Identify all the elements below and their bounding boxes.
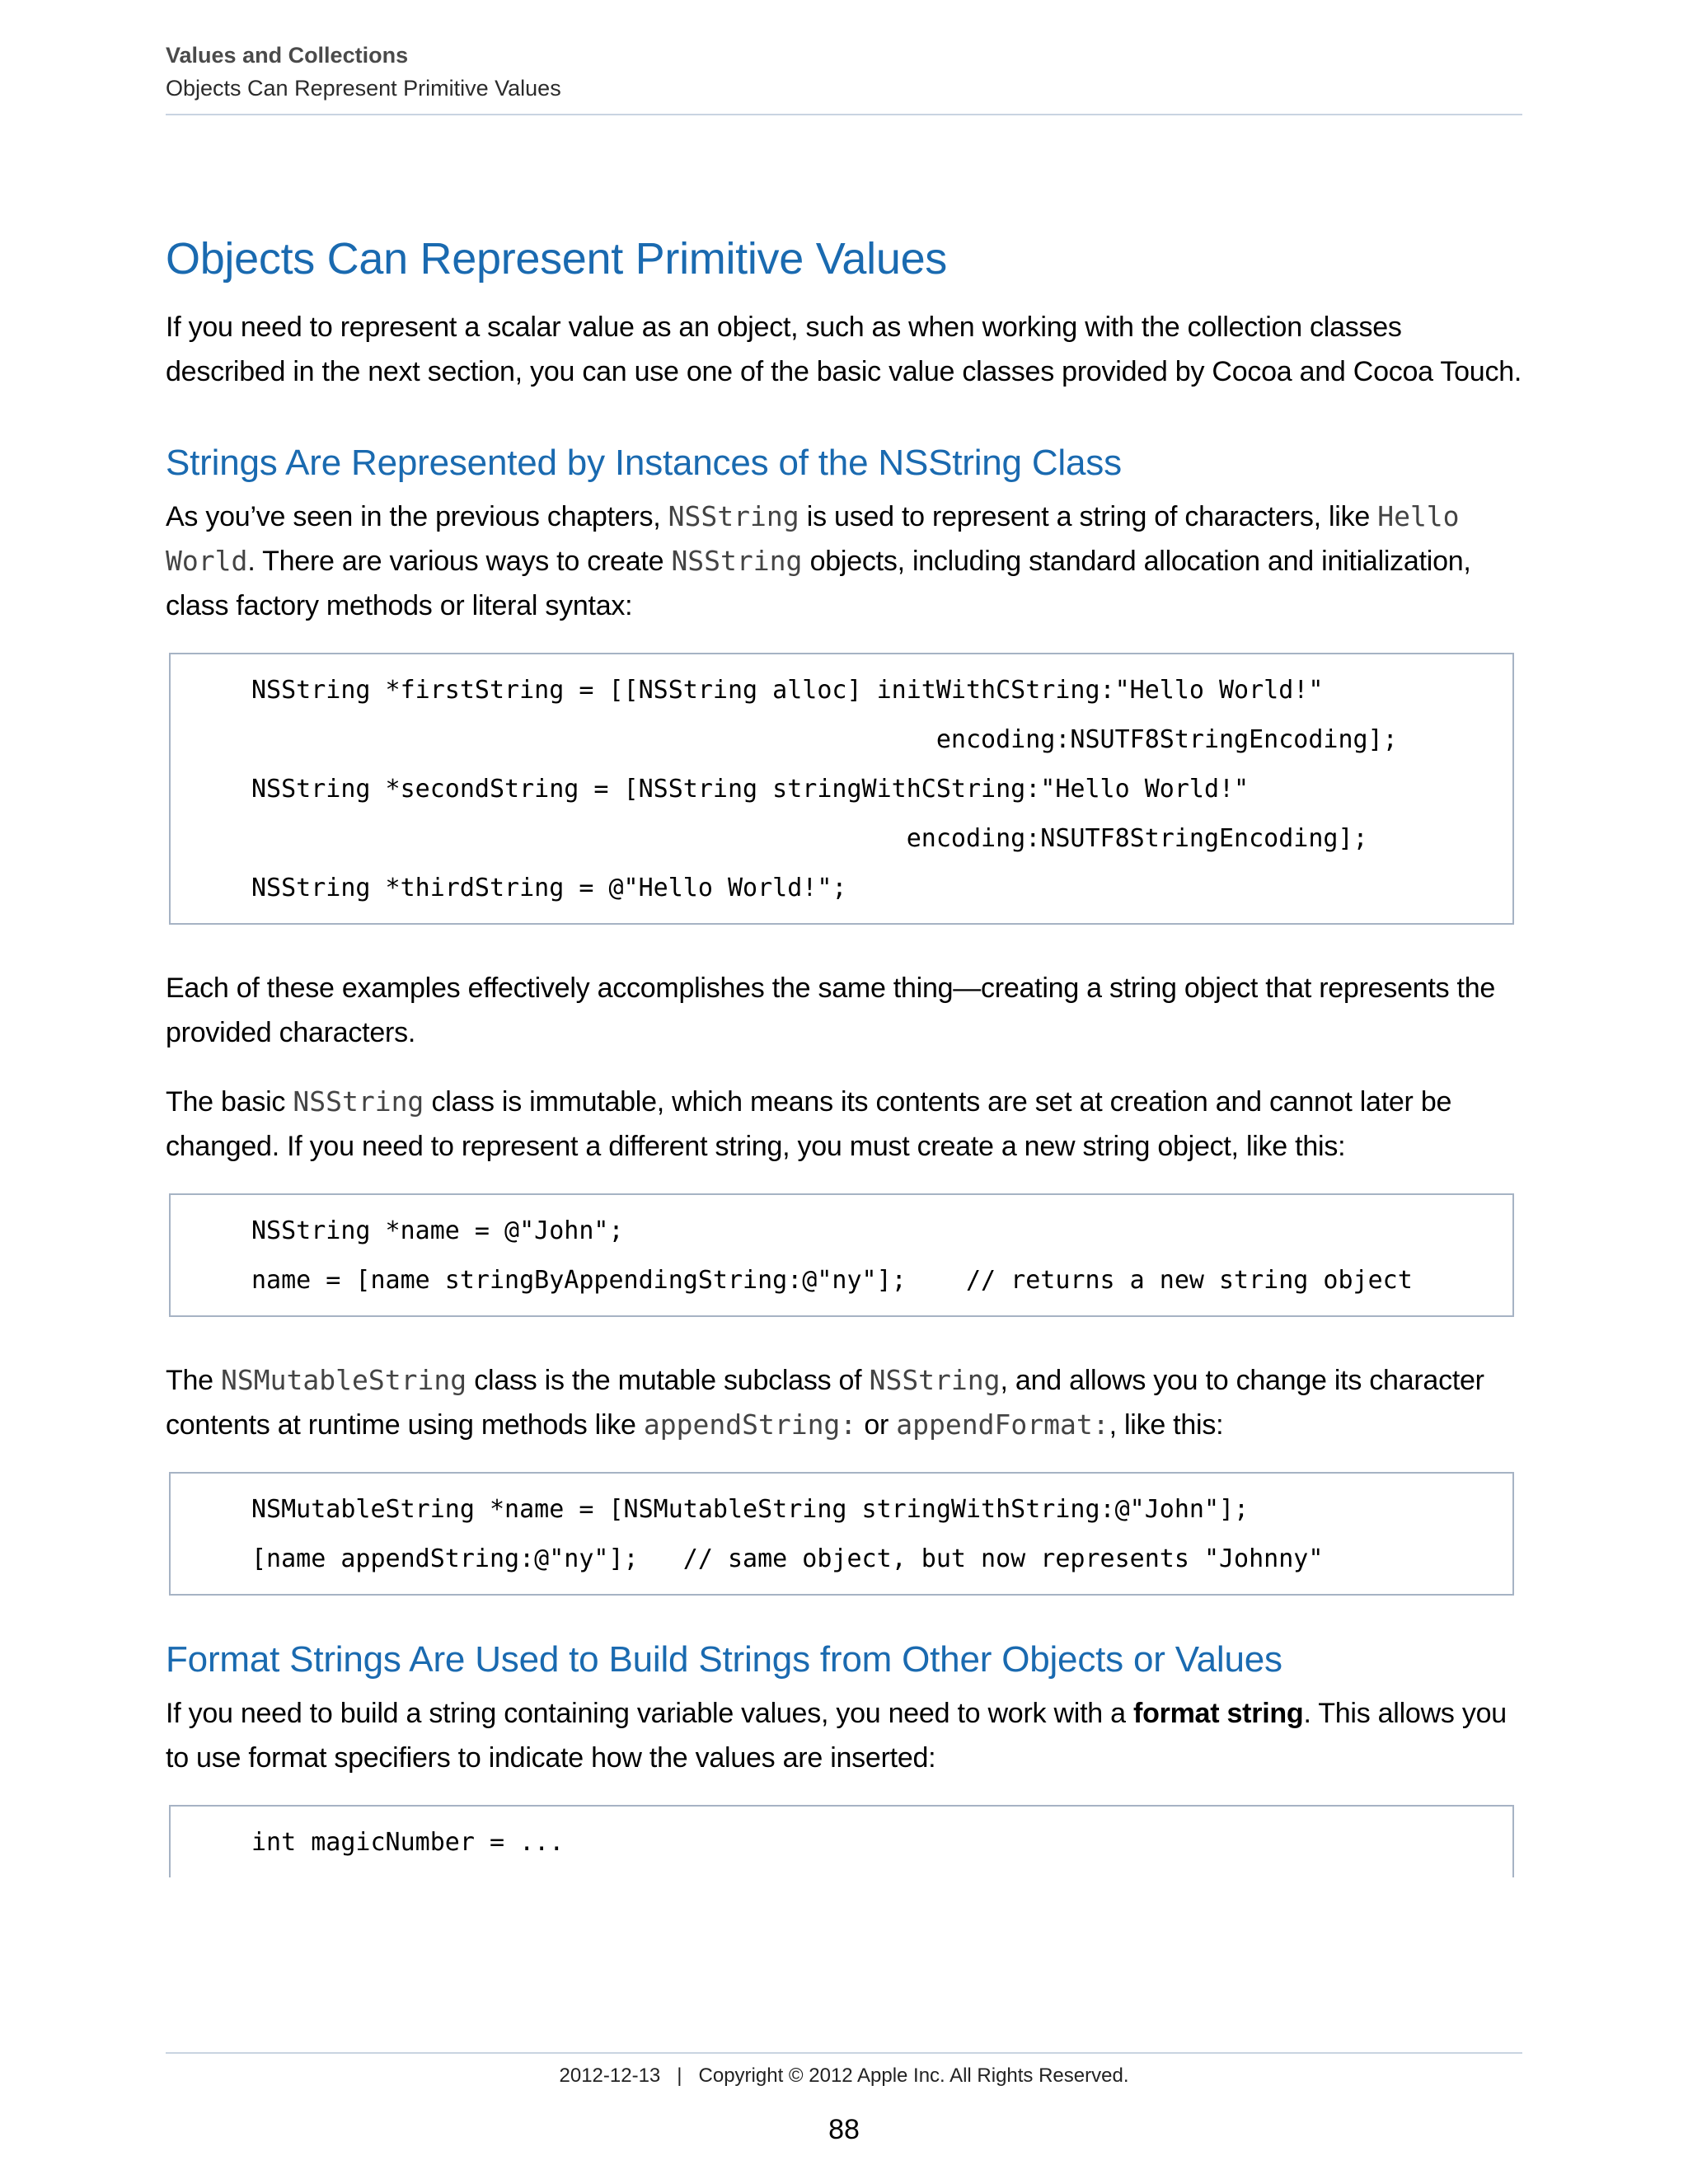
paragraph-same-thing: Each of these examples effectively accomplishes the same thing—creating a string object that represents the provided characters.	[166, 972, 1496, 1048]
text-run: If you need to build a string containing variable values, you need to work with a	[166, 1698, 1133, 1729]
footer-divider	[166, 2052, 1522, 2054]
text-run: or	[856, 1409, 897, 1441]
code-block-mutable-string	[169, 1472, 1514, 1596]
inline-code: NSString	[869, 1364, 1001, 1396]
footer	[0, 2064, 1688, 2088]
paragraph-format-strings	[166, 1691, 1524, 1780]
section-heading-format-strings: Format Strings Are Used to Build Strings from Other Objects or Values	[166, 1639, 1282, 1680]
code-line: int magicNumber = ...	[251, 1828, 565, 1857]
footer-separator: |	[677, 2064, 682, 2087]
page-title: Objects Can Represent Primitive Values	[166, 234, 947, 284]
page-number: 88	[828, 2114, 860, 2145]
paragraph-immutable	[166, 1080, 1524, 1169]
code-line: NSString *thirdString = @"Hello World!";	[251, 874, 847, 902]
code-block-new-string	[169, 1193, 1514, 1317]
page-content	[166, 223, 1524, 1877]
text-run: objects, including standard allocation and initialization, class factory methods or literal syntax:	[166, 546, 1471, 621]
paragraph-nsstring-intro	[166, 494, 1524, 628]
footer-date: 2012-12-13	[559, 2064, 661, 2087]
text-run: is used to represent a string of characters, like	[799, 501, 1378, 532]
paragraph-mutable	[166, 1358, 1524, 1447]
text-run: class is immutable, which means its contents are set at creation and cannot later be changed. If you need to represent a different string, you must create a new string object, like this:	[166, 1086, 1452, 1162]
intro-paragraph: If you need to represent a scalar value as an object, such as when working with the collection classes described in the next section, you can use one of the basic value classes provided by Cocoa and Cocoa Touch.	[166, 312, 1522, 387]
inline-code: NSString	[671, 545, 803, 577]
section-heading-nsstring: Strings Are Represented by Instances of the NSString Class	[166, 443, 1122, 483]
inline-code: NSString	[668, 500, 799, 532]
code-block-format-string	[169, 1805, 1514, 1877]
text-run: As you’ve seen in the previous chapters,	[166, 501, 668, 532]
inline-code: appendString:	[643, 1408, 857, 1441]
header-section-title: Objects Can Represent Primitive Values	[166, 76, 561, 101]
inline-code: appendFormat:	[896, 1408, 1109, 1441]
text-run: The	[166, 1365, 222, 1396]
code-line: [name appendString:@"ny"]; // same object, but now represents "Johnny"	[251, 1544, 1324, 1573]
running-header	[166, 39, 1522, 105]
header-chapter-title: Values and Collections	[166, 43, 409, 68]
code-line: NSString *firstString = [[NSString alloc] initWithCString:"Hello World!"	[251, 676, 1324, 705]
code-line: NSString *name = @"John";	[251, 1216, 624, 1245]
text-run: , and allows you to change its character contents at runtime using methods like	[166, 1365, 1484, 1441]
code-line: encoding:NSUTF8StringEncoding];	[251, 824, 1368, 853]
inline-code: Hello World	[166, 500, 1460, 577]
footer-copyright: Copyright © 2012 Apple Inc. All Rights Reserved.	[698, 2064, 1129, 2087]
text-run: The basic	[166, 1086, 293, 1118]
code-line: NSString *secondString = [NSString stringWithCString:"Hello World!"	[251, 775, 1250, 804]
code-line: NSMutableString *name = [NSMutableString stringWithString:@"John"];	[251, 1495, 1250, 1524]
text-run: class is the mutable subclass of	[467, 1365, 870, 1396]
inline-code: NSString	[293, 1085, 424, 1118]
text-run: . There are various ways to create	[247, 546, 672, 577]
header-divider	[166, 114, 1522, 115]
code-block-create-strings	[169, 653, 1514, 925]
inline-code: NSMutableString	[221, 1364, 467, 1396]
code-line: encoding:NSUTF8StringEncoding];	[251, 725, 1398, 754]
code-line: name = [name stringByAppendingString:@"ny"]; // returns a new string object	[251, 1266, 1413, 1295]
text-run: . This allows you to use format specifiers to indicate how the values are inserted:	[166, 1698, 1507, 1774]
bold-term: format string	[1133, 1698, 1304, 1729]
text-run: , like this:	[1109, 1409, 1224, 1441]
